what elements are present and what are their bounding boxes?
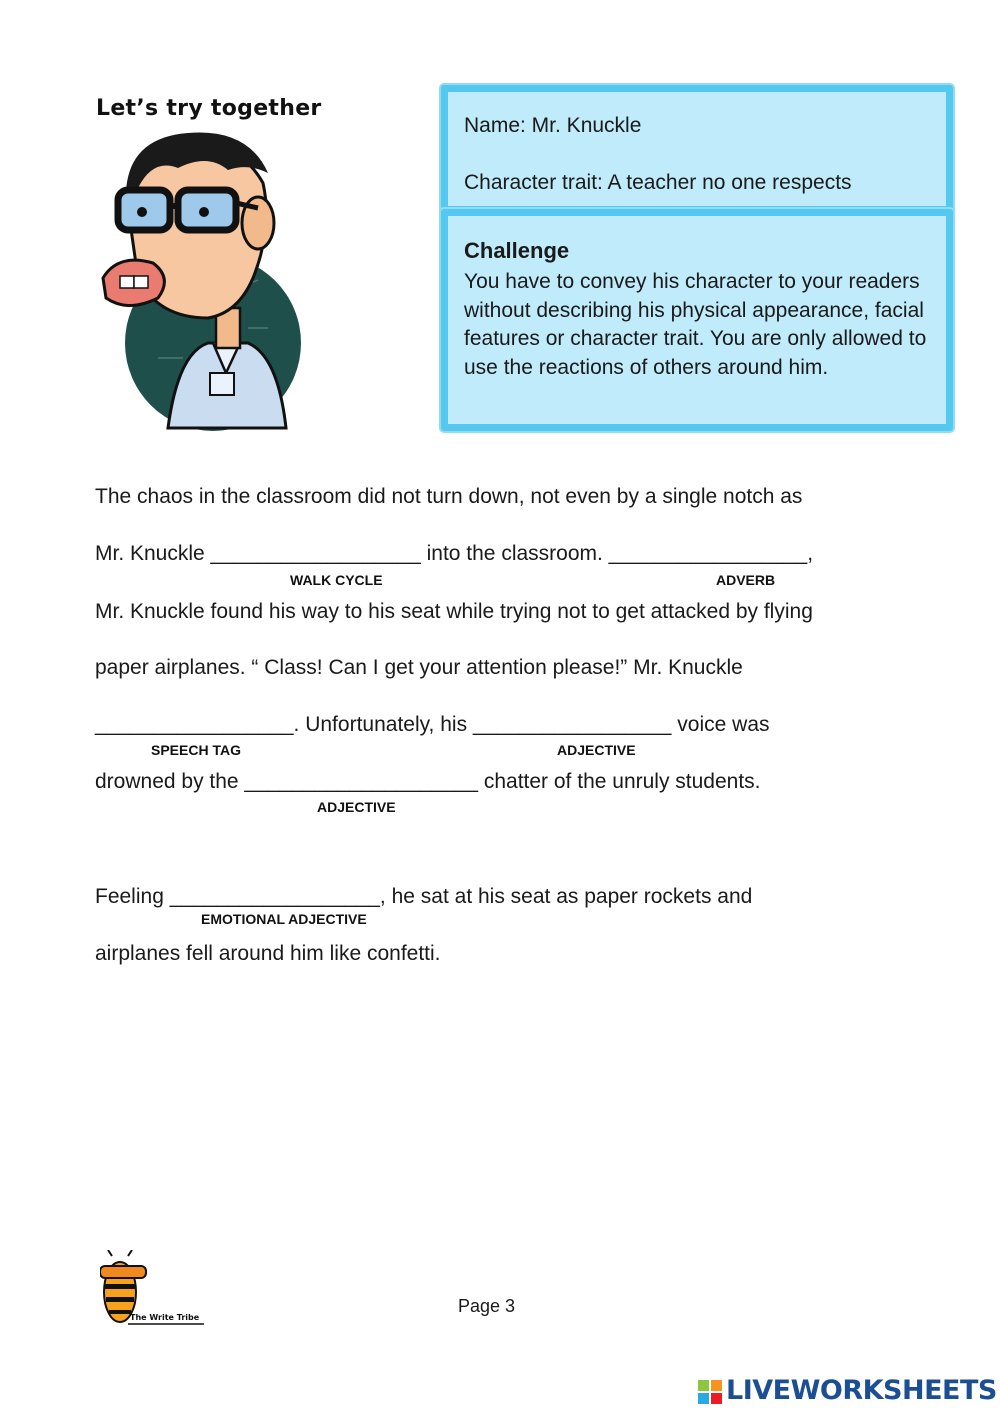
passage-line-8: airplanes fell around him like confetti. <box>95 942 441 965</box>
passage-line-4: paper airplanes. “ Class! Can I get your attention please!” Mr. Knuckle <box>95 656 743 679</box>
character-card <box>441 85 953 213</box>
passage-line-6: drowned by the ____________________ chatter of the unruly students. <box>95 770 761 793</box>
challenge-card <box>441 209 953 431</box>
challenge-title: Challenge <box>464 238 570 263</box>
brand-text: The Write Tribe <box>130 1313 200 1322</box>
liveworksheets-watermark: LIVEWORKSHEETS <box>726 1375 997 1406</box>
passage-line-2: Mr. Knuckle __________________ into the classroom. _________________, <box>95 542 814 565</box>
blank-label-adverb: ADVERB <box>716 572 776 588</box>
blank-label-speech-tag: SPEECH TAG <box>151 742 241 758</box>
blank-label-adjective-2: ADJECTIVE <box>317 799 396 815</box>
teacher-illustration <box>98 128 308 438</box>
blank-label-adjective-1: ADJECTIVE <box>557 742 636 758</box>
passage-line-3: Mr. Knuckle found his way to his seat while trying not to get attacked by flying <box>95 600 813 623</box>
challenge-text: You have to convey his character to your readers without describing his physical appearance, facial features or character trait. You are only allowed to use the reactions of others around him. <box>464 270 927 379</box>
liveworksheets-badge-icon <box>698 1380 722 1404</box>
passage-line-7: Feeling __________________, he sat at his seat as paper rockets and <box>95 885 753 908</box>
page-number: Page 3 <box>458 1296 516 1316</box>
blank-label-walk-cycle: WALK CYCLE <box>290 572 383 588</box>
passage-line-5: _________________. Unfortunately, his _________________ voice was <box>95 713 770 736</box>
blank-label-emotional-adjective: EMOTIONAL ADJECTIVE <box>201 911 367 927</box>
passage-line-1: The chaos in the classroom did not turn down, not even by a single notch as <box>95 485 803 508</box>
bee-logo <box>100 1250 210 1330</box>
character-trait: Character trait: A teacher no one respects <box>464 171 852 194</box>
section-heading: Let’s try together <box>96 96 322 121</box>
character-name: Name: Mr. Knuckle <box>464 114 642 137</box>
